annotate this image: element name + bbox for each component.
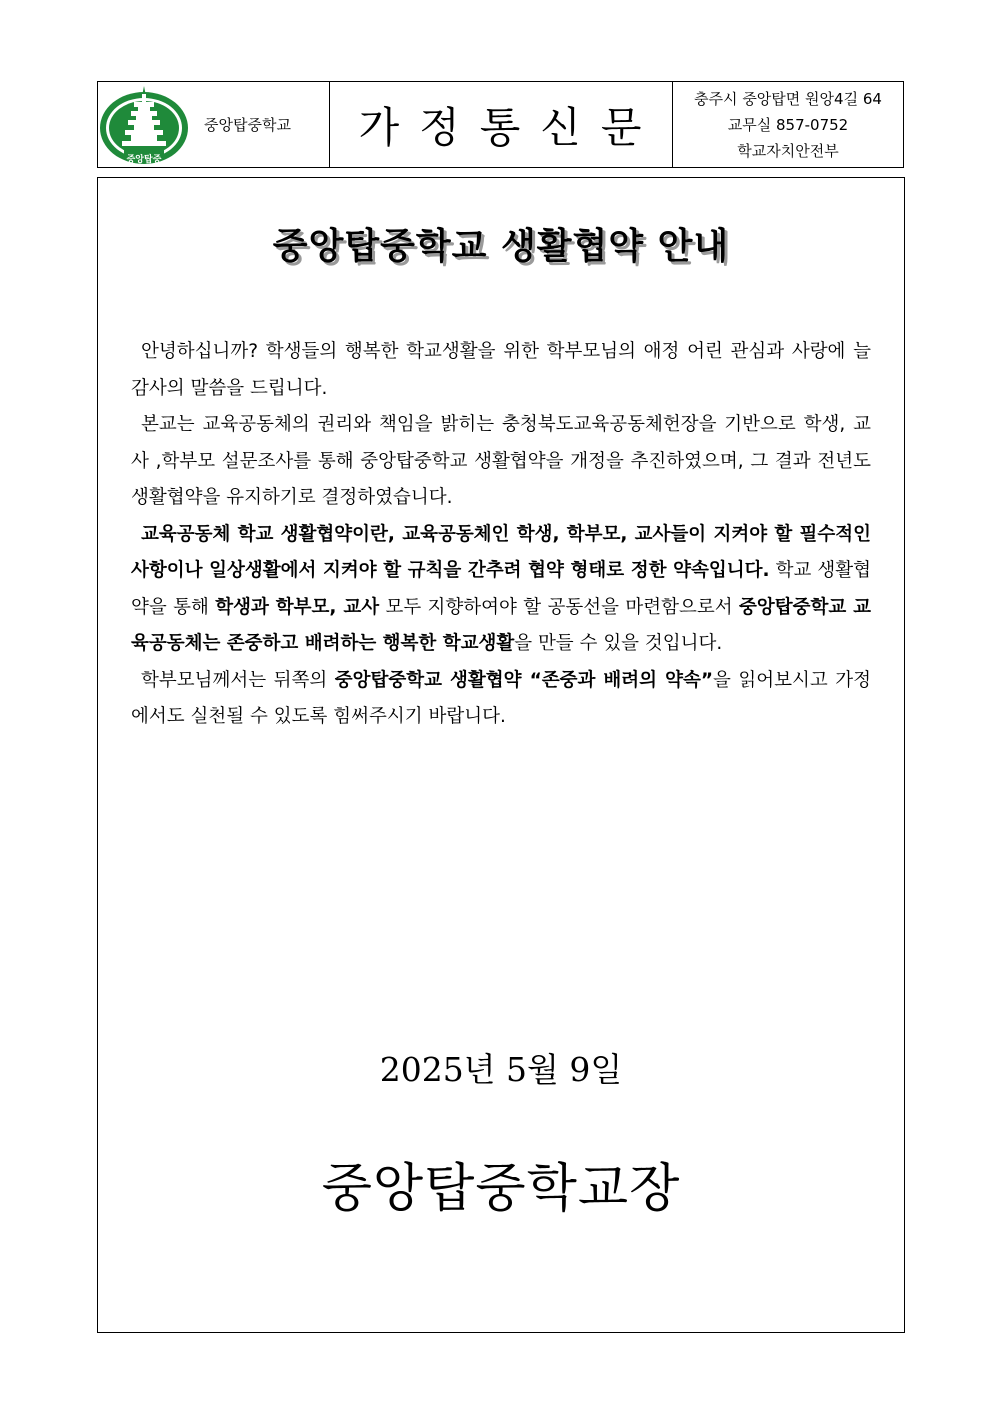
- request-text-1: 학부모님께서는 뒤쪽의: [141, 669, 335, 691]
- paragraph-definition: [131, 517, 871, 663]
- letter-date: 2025년 5월 9일: [379, 1050, 623, 1089]
- principal-signature: 중앙탑중학교장: [321, 1159, 681, 1219]
- school-name: 중앙탑중학교: [204, 116, 291, 134]
- paragraph-background: 본교는 교육공동체의 권리와 책임을 밝히는 충청북도교육공동체헌장을 기반으로 학생, 교사 ,학부모 설문조사를 통해 중앙탑중학교 생활협약을 개정을 추진하였으며, 그 결과 전년도 생활협약을 유지하기로 결정하였습니다.: [131, 414, 871, 508]
- request-text-2: 을 읽어보시고 가정에서도 실천될 수 있도록 힘써주시기 바랍니다.: [131, 669, 871, 727]
- newsletter-title: 가정통신문: [330, 82, 673, 167]
- logo-caption: 중앙탑중: [126, 154, 162, 165]
- letter-body-box: [97, 177, 905, 1333]
- definition-text-1: 학교 생활협약을 통해: [131, 560, 871, 618]
- request-bold-agreement: 중앙탑중학교 생활협약 “존중과 배려의 약속”: [334, 669, 714, 691]
- letter-header: [97, 81, 904, 168]
- document-title: 중앙탑중학교 생활협약 안내: [272, 226, 730, 267]
- paragraph-greeting: 안녕하십니까? 학생들의 행복한 학교생활을 위한 학부모님의 애정 어린 관심과 사랑에 늘 감사의 말씀을 드립니다.: [131, 341, 871, 399]
- school-address: 충주시 중앙탑면 원앙4길 64: [694, 89, 882, 108]
- letter-body-text: [131, 334, 871, 736]
- department-name: 학교자치안전부: [737, 141, 839, 160]
- paragraph-request: [131, 663, 871, 736]
- definition-bold-text: 교육공동체 학교 생활협약이란, 교육공동체인 학생, 학부모, 교사들이 지켜야 할 필수적인 사항이나 일상생활에서 지켜야 할 규칙을 간추려 협약 형태로 정한 약속입니다.: [131, 523, 871, 581]
- office-phone: 교무실 857-0752: [727, 115, 849, 134]
- definition-bold-members: 학생과 학부모, 교사: [215, 596, 380, 618]
- definition-bold-goal: 중앙탑중학교 교육공동체는 존중하고 배려하는 행복한 학교생활: [131, 596, 871, 654]
- definition-text-3: 을 만들 수 있을 것입니다.: [514, 633, 723, 654]
- school-logo: [98, 82, 190, 168]
- contact-info: [673, 82, 903, 167]
- school-logo-cell: [98, 82, 330, 167]
- definition-text-2: 모두 지향하여야 할 공동선을 마련함으로서: [379, 596, 739, 618]
